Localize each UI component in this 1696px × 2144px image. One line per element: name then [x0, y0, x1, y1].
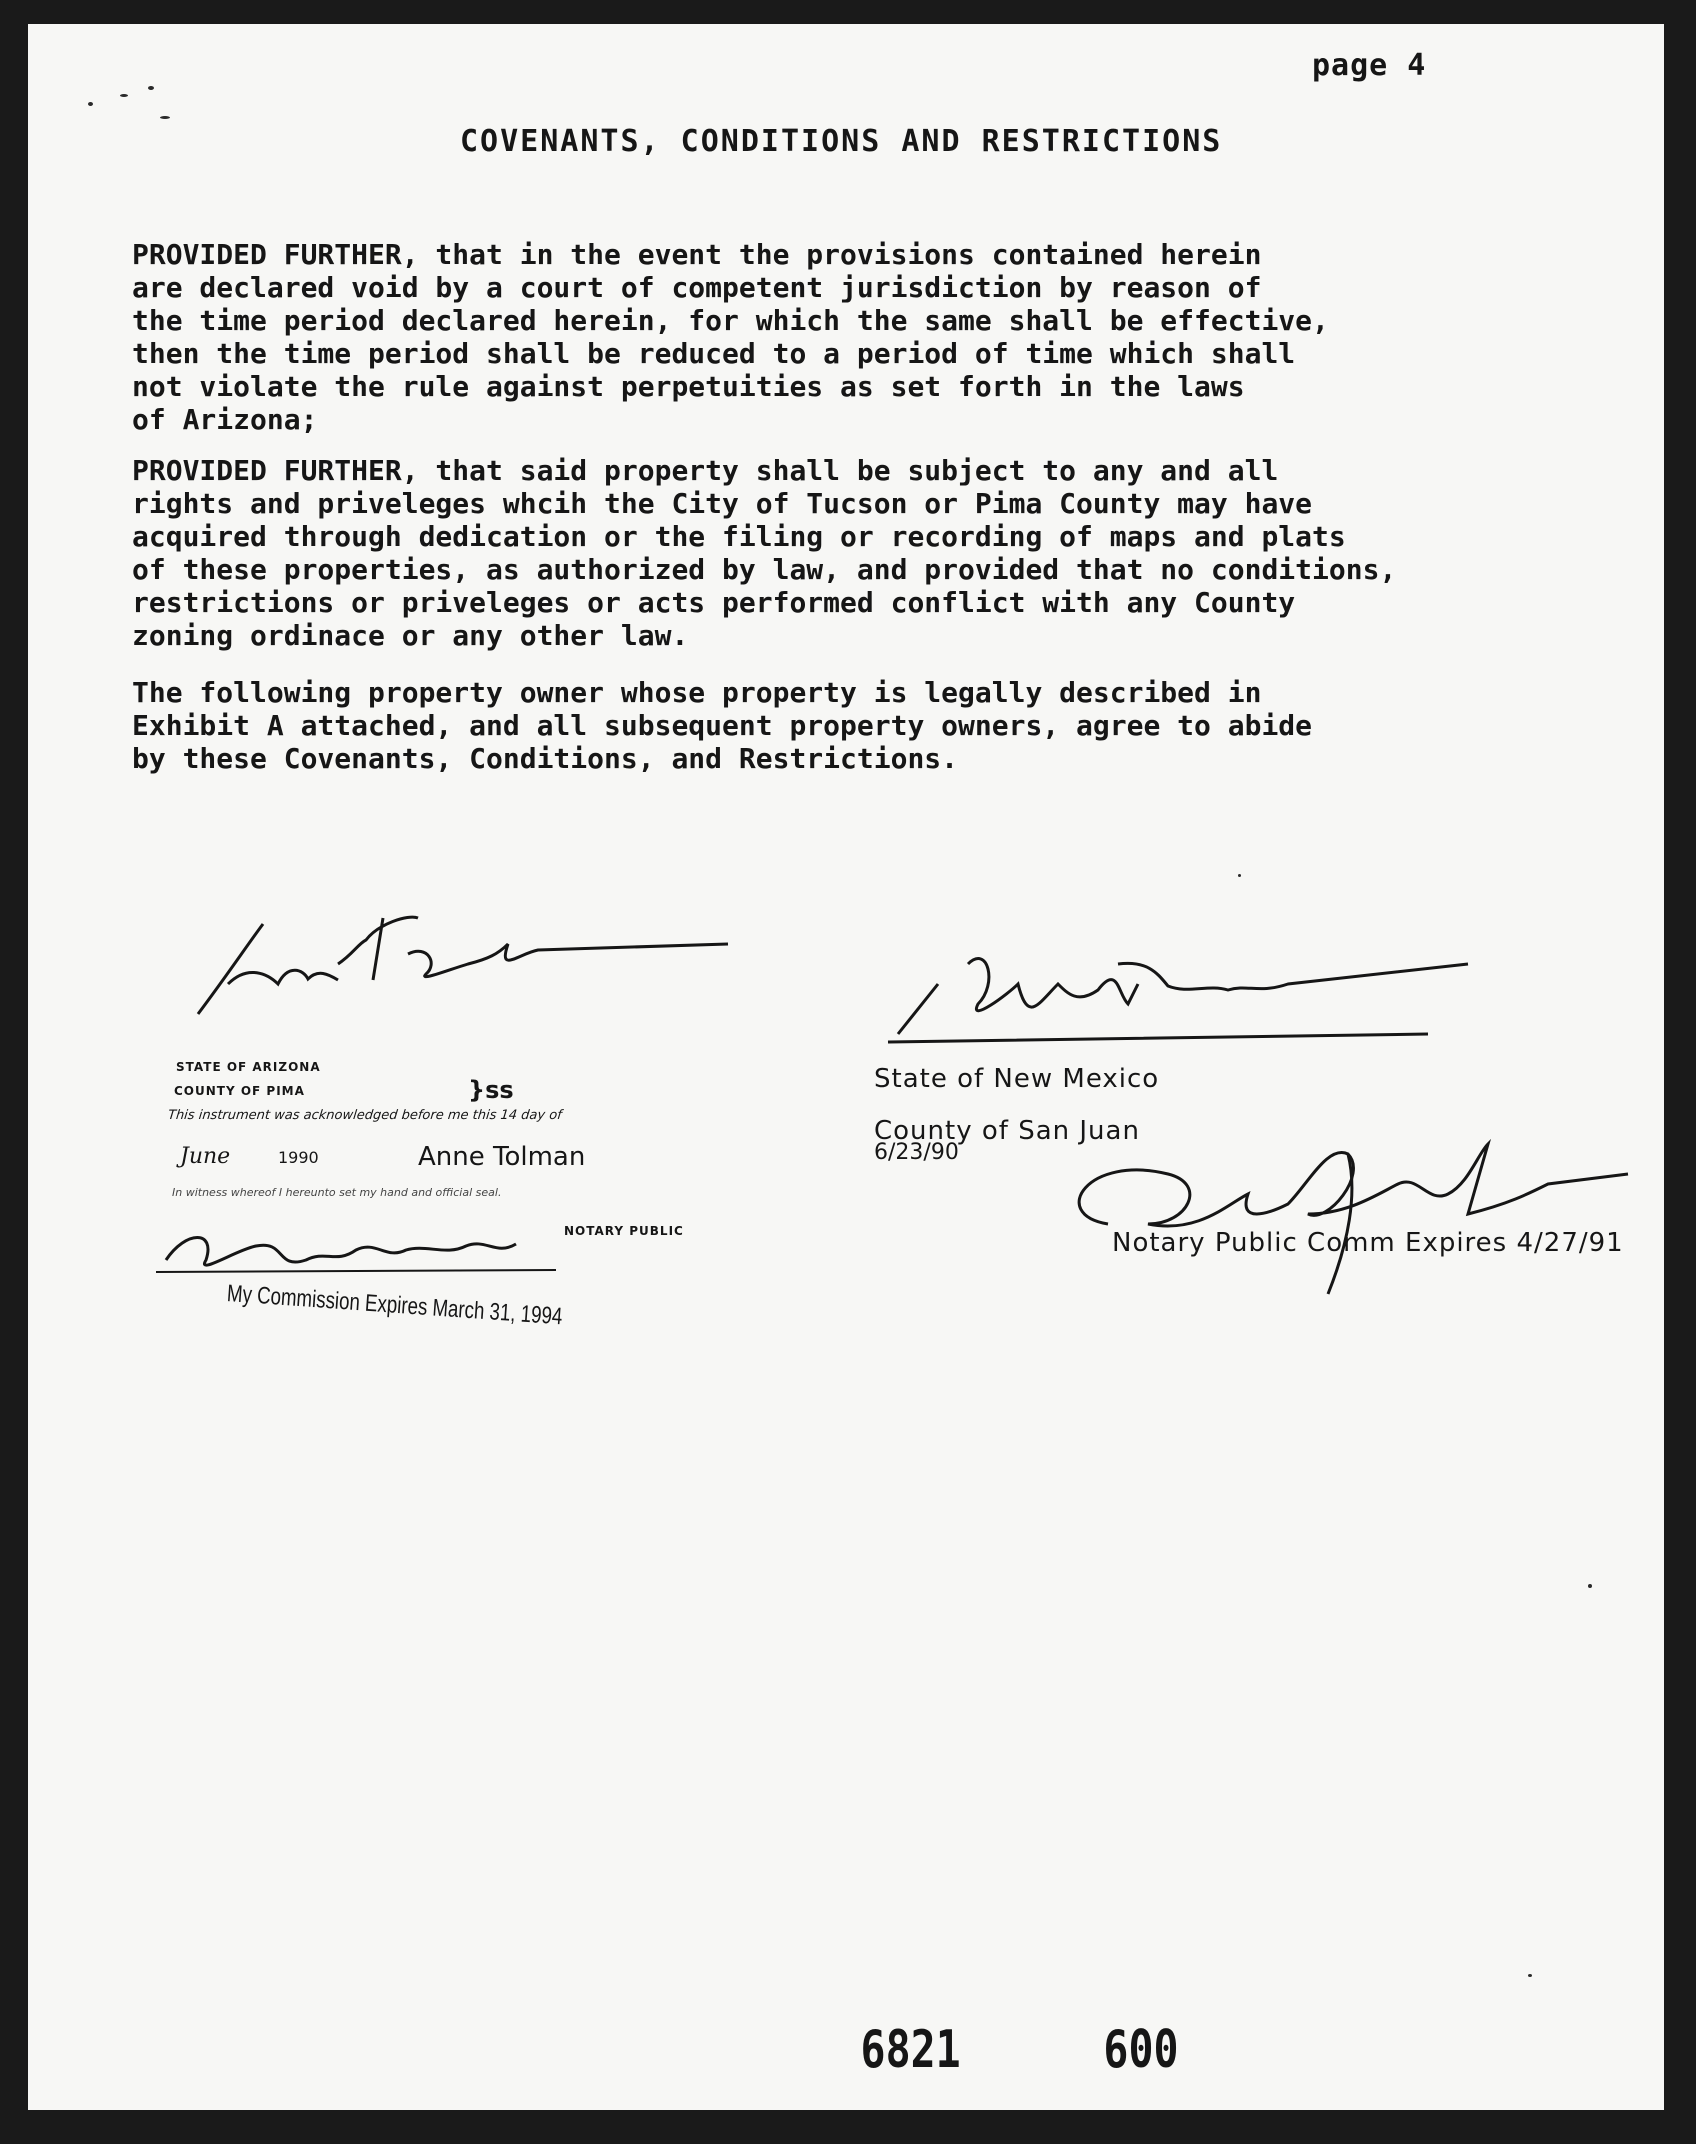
recording-page-number: 600: [1103, 2020, 1179, 2080]
scan-speck: [120, 94, 128, 97]
az-commission-expires: My Commission Expires March 31, 1994: [226, 1280, 564, 1331]
nm-state-label: State of New Mexico: [874, 1064, 1160, 1094]
scan-speck: [1238, 874, 1241, 877]
az-witness-line: In witness whereof I hereunto set my hand and official seal.: [172, 1186, 502, 1199]
az-ack-month: June: [180, 1144, 231, 1169]
document-title: COVENANTS, CONDITIONS AND RESTRICTIONS: [460, 124, 1223, 159]
az-acknowledgment-line: This instrument was acknowledged before me this 14 day of: [167, 1108, 563, 1123]
owner-signature-right: [868, 924, 1488, 1054]
page-number: page 4: [1312, 48, 1427, 83]
az-county-label: COUNTY OF PIMA: [174, 1084, 305, 1098]
paragraph-provided-further-1: PROVIDED FURTHER, that in the event the provisions contained herein are declared void by a court of competent jurisdiction by reason of the time period declared herein, for which the same shall be effective, then the time period shall be reduced to a period of time which shall not violate the rule against perpetuities as set forth in the laws of Arizona;: [132, 238, 1329, 436]
scan-speck: [1588, 1584, 1592, 1588]
az-state-label: STATE OF ARIZONA: [176, 1060, 321, 1074]
scan-speck: [160, 116, 170, 119]
nm-notary-signature: [1048, 1114, 1648, 1314]
scan-speck: [1528, 1974, 1532, 1977]
owner-signature-left: [168, 884, 728, 1044]
az-ss-mark: }ss: [468, 1076, 514, 1104]
paragraph-property-owner-agreement: The following property owner whose property is legally described in Exhibit A attached, and all subsequent property owners, agree to abide by these Covenants, Conditions, and Restrictions.: [132, 676, 1313, 775]
az-notary-public-label: NOTARY PUBLIC: [564, 1224, 684, 1238]
az-ack-year: 1990: [278, 1148, 319, 1167]
nm-notary-commission: Notary Public Comm Expires 4/27/91: [1112, 1228, 1624, 1258]
document-page: [28, 24, 1664, 2110]
scan-speck: [88, 102, 93, 106]
scan-speck: [148, 86, 154, 90]
recording-book-number: 6821: [860, 2020, 961, 2080]
nm-date: 6/23/90: [874, 1140, 959, 1165]
az-ack-signer: Anne Tolman: [418, 1142, 586, 1172]
nm-county-label: County of San Juan: [874, 1116, 1140, 1146]
paragraph-provided-further-2: PROVIDED FURTHER, that said property shall be subject to any and all rights and priveleges whcih the City of Tucson or Pima County may have acquired through dedication or the filing or recording of maps and plats of these properties, as authorized by law, and provided that no conditions, restrictions or priveleges or acts performed conflict with any County zoning ordinace or any other law.: [132, 454, 1397, 652]
az-notary-signature: [156, 1220, 576, 1280]
